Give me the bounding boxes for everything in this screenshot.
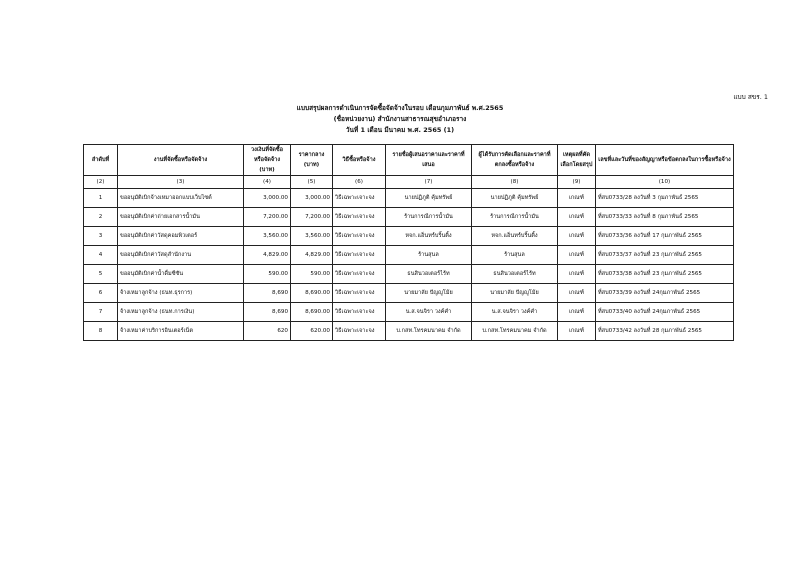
header-winner: ผู้ได้รับการคัดเลือกและราคาที่ตกลงซื้อหรือจ้าง: [472, 145, 558, 176]
header-reason: เหตุผลที่คัดเลือกโดยสรุป: [558, 145, 596, 176]
budget-cell: 8,690: [244, 284, 291, 303]
header-bidders: รายชื่อผู้เสนอราคาและราคาที่เสนอ: [386, 145, 472, 176]
bidder-cell: บ.กสท.โทรคมนาคม จำกัด: [386, 322, 472, 341]
table-row: [84, 246, 734, 265]
winner-cell: ร้านสุนล: [472, 246, 558, 265]
row-number: 5: [84, 265, 118, 284]
budget-cell: 3,560.00: [244, 227, 291, 246]
table-row: [84, 322, 734, 341]
row-number: 2: [84, 208, 118, 227]
reason-cell: เกณฑ์: [558, 208, 596, 227]
contract-cell: ที่สบ0733/40 ลงวันที่ 24กุมภาพันธ์ 2565: [596, 303, 734, 322]
column-number: (9): [558, 176, 596, 189]
column-number: (6): [333, 176, 386, 189]
row-number: 8: [84, 322, 118, 341]
item-cell: ขออนุมัติเบิกค่าวัสดุสำนักงาน: [118, 246, 244, 265]
column-number: (5): [291, 176, 333, 189]
reason-cell: เกณฑ์: [558, 189, 596, 208]
row-number: 6: [84, 284, 118, 303]
bidder-cell: ธนสินวอเตอร์ไร้ท: [386, 265, 472, 284]
budget-cell: 3,000.00: [244, 189, 291, 208]
method-cell: วิธีเฉพาะเจาะจง: [333, 303, 386, 322]
median-price-cell: 620.00: [291, 322, 333, 341]
median-price-cell: 590.00: [291, 265, 333, 284]
contract-cell: ที่สบ0733/39 ลงวันที่ 24กุมภาพันธ์ 2565: [596, 284, 734, 303]
header-row: [84, 145, 734, 176]
method-cell: วิธีเฉพาะเจาะจง: [333, 208, 386, 227]
item-cell: จ้างเหมาค่าบริการอินเตอร์เน็ต: [118, 322, 244, 341]
table-row: [84, 208, 734, 227]
item-cell: ขออนุมัติเบิกค่าน้ำดื่มซีซัน: [118, 265, 244, 284]
table-row: [84, 227, 734, 246]
reason-cell: เกณฑ์: [558, 227, 596, 246]
budget-cell: 4,829.00: [244, 246, 291, 265]
winner-cell: นายมาลัย ปัญญูโม้ย: [472, 284, 558, 303]
title-line-2: (ชื่อหน่วยงาน) สำนักงานสาธารณสุขอำเภอราง: [333, 115, 467, 123]
winner-cell: น.ส.จนจิรา วงค์คำ: [472, 303, 558, 322]
bidder-cell: น.ส.จนจิรา วงค์คำ: [386, 303, 472, 322]
column-number: (8): [472, 176, 558, 189]
winner-cell: ร้านการณีการน้ำมัน: [472, 208, 558, 227]
column-number: (4): [244, 176, 291, 189]
method-cell: วิธีเฉพาะเจาะจง: [333, 284, 386, 303]
row-number: 1: [84, 189, 118, 208]
contract-cell: ที่สบ0733/38 ลงวันที่ 23 กุมภาพันธ์ 2565: [596, 265, 734, 284]
title-line-3: วันที่ 1 เดือน มีนาคม พ.ศ. 2565 (1): [345, 126, 455, 134]
reason-cell: เกณฑ์: [558, 322, 596, 341]
median-price-cell: 3,560.00: [291, 227, 333, 246]
method-cell: วิธีเฉพาะเจาะจง: [333, 246, 386, 265]
header-median-price: ราคากลาง (บาท): [291, 145, 333, 176]
contract-cell: ที่สบ0733/42 ลงวันที่ 28 กุมภาพันธ์ 2565: [596, 322, 734, 341]
column-number: (7): [386, 176, 472, 189]
bidder-cell: นายปฏิภูติ คุ้มทรัพย์: [386, 189, 472, 208]
row-number: 7: [84, 303, 118, 322]
budget-cell: 7,200.00: [244, 208, 291, 227]
reason-cell: เกณฑ์: [558, 246, 596, 265]
method-cell: วิธีเฉพาะเจาะจง: [333, 189, 386, 208]
budget-cell: 8,690: [244, 303, 291, 322]
bidder-cell: หจก.แอ็นทร์บริ้นติ้ง: [386, 227, 472, 246]
column-number: (10): [596, 176, 734, 189]
budget-cell: 590.00: [244, 265, 291, 284]
reason-cell: เกณฑ์: [558, 284, 596, 303]
median-price-cell: 8,690.00: [291, 284, 333, 303]
budget-cell: 620: [244, 322, 291, 341]
item-cell: ขออนุมัติเบิกค่าถ่ายเอกสารน้ำมัน: [118, 208, 244, 227]
header-item: งานที่จัดซื้อหรือจัดจ้าง: [118, 145, 244, 176]
reason-cell: เกณฑ์: [558, 303, 596, 322]
row-number: 3: [84, 227, 118, 246]
item-cell: ขออนุมัติเบิกจ้างเหมาออกแบบเว็บไซต์: [118, 189, 244, 208]
bidder-cell: ร้านการณีการน้ำมัน: [386, 208, 472, 227]
column-number: (2): [84, 176, 118, 189]
median-price-cell: 7,200.00: [291, 208, 333, 227]
winner-cell: บ.กสท.โทรคมนาคม จำกัด: [472, 322, 558, 341]
method-cell: วิธีเฉพาะเจาะจง: [333, 227, 386, 246]
title-line-1: แบบสรุปผลการดำเนินการจัดซื้อจัดจ้างในรอบ เดือนกุมภาพันธ์ พ.ศ.2565: [296, 104, 504, 112]
median-price-cell: 3,000.00: [291, 189, 333, 208]
item-cell: จ้างเหมาลูกจ้าง (ธนท.ธุรการ): [118, 284, 244, 303]
item-cell: ขออนุมัติเบิกค่าวัสดุคอมพิวเตอร์: [118, 227, 244, 246]
header-no: ลำดับที่: [84, 145, 118, 176]
contract-cell: ที่สบ0733/36 ลงวันที่ 17 กุมภาพันธ์ 2565: [596, 227, 734, 246]
table-row: [84, 303, 734, 322]
contract-cell: ที่สบ0733/33 ลงวันที่ 8 กุมภาพันธ์ 2565: [596, 208, 734, 227]
column-number-row: [84, 176, 734, 189]
method-cell: วิธีเฉพาะเจาะจง: [333, 322, 386, 341]
winner-cell: ธนสินวอเตอร์ไร้ท: [472, 265, 558, 284]
bidder-cell: นายมาลัย ปัญญูโม้ย: [386, 284, 472, 303]
header-budget: วงเงินที่จัดซื้อหรือจัดจ้าง (บาท): [244, 145, 291, 176]
column-number: (3): [118, 176, 244, 189]
item-cell: จ้างเหมาลูกจ้าง (ธนท.การเงิน): [118, 303, 244, 322]
reason-cell: เกณฑ์: [558, 265, 596, 284]
header-contract: เลขที่และวันที่ของสัญญาหรือข้อตกลงในการซื้อหรือจ้าง: [596, 145, 734, 176]
contract-cell: ที่สบ0733/37 ลงวันที่ 23 กุมภาพันธ์ 2565: [596, 246, 734, 265]
median-price-cell: 4,829.00: [291, 246, 333, 265]
winner-cell: หจก.แอ็นทร์บริ้นติ้ง: [472, 227, 558, 246]
table-row: [84, 284, 734, 303]
winner-cell: นายปฏิภูติ คุ้มทรัพย์: [472, 189, 558, 208]
median-price-cell: 8,690.00: [291, 303, 333, 322]
row-number: 4: [84, 246, 118, 265]
contract-cell: ที่สบ0733/28 ลงวันที่ 3 กุมภาพันธ์ 2565: [596, 189, 734, 208]
header-method: วิธีซื้อหรือจ้าง: [333, 145, 386, 176]
table-row: [84, 265, 734, 284]
form-code: แบบ สขร. 1: [733, 93, 768, 101]
method-cell: วิธีเฉพาะเจาะจง: [333, 265, 386, 284]
table-row: [84, 189, 734, 208]
procurement-table: [83, 144, 734, 341]
bidder-cell: ร้านสุนล: [386, 246, 472, 265]
document-title: [0, 103, 800, 136]
